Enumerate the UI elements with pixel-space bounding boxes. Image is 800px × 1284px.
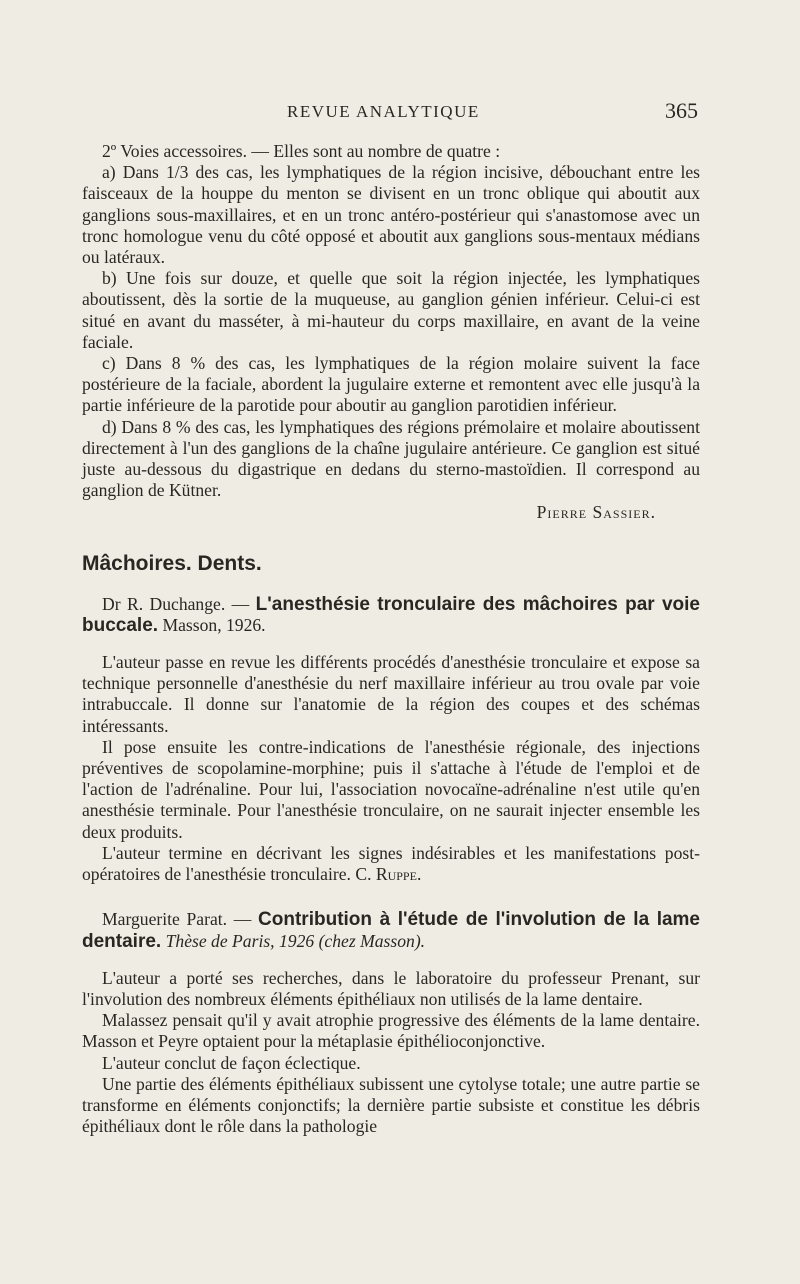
reference-author: Dr R. Duchange. bbox=[102, 593, 226, 614]
reference-source: Thèse de Paris, 1926 (chez Masson). bbox=[165, 930, 426, 951]
running-title: REVUE ANALYTIQUE bbox=[287, 102, 480, 121]
reference-duchange: Dr R. Duchange. — L'anesthésie tronculaire des mâchoires par voie buccale. Masson, 1926. bbox=[82, 593, 700, 636]
section-heading: Mâchoires. Dents. bbox=[82, 551, 262, 575]
article-content bbox=[82, 141, 700, 1137]
reference-source: Masson, 1926. bbox=[162, 614, 266, 635]
author-signature-ruppe: C. Ruppe. bbox=[355, 864, 422, 885]
paragraph-voies-accessoires: 2º Voies accessoires. — Elles sont au nombre de quatre : bbox=[102, 141, 501, 161]
paragraph-parat-2: Malassez pensait qu'il y avait atrophie progressive des éléments de la lame dentaire. Masson et Peyre optaient pour la métaplasie épithélioconjonctive. bbox=[82, 1010, 700, 1052]
reference-title: Contribution à l'étude de l'involution de la lame dentaire. bbox=[82, 909, 701, 952]
paragraph-d: d) Dans 8 % des cas, les lymphatiques des régions prémolaire et molaire aboutissent directement à l'un des ganglions de la chaîne jugulaire antérieure. Ce ganglion est situé juste au-dessous du digastrique en dedans du sterno-mastoïdien. Il correspond au ganglion de Kütner. bbox=[82, 416, 700, 501]
paragraph-parat-3: L'auteur conclut de façon éclectique. bbox=[102, 1052, 361, 1073]
paragraph-parat-4: Une partie des éléments épithéliaux subissent une cytolyse totale; une autre partie se transforme en éléments conjonctifs; la dernière partie subsiste et constitue les débris épithéliaux dont le rôle dans la pathologie bbox=[82, 1073, 700, 1137]
paragraph-anesthesie-3 bbox=[82, 843, 700, 885]
paragraph-b: b) Une fois sur douze, et quelle que soit la région injectée, les lymphatiques aboutissent, dès la sortie de la muqueuse, au ganglion génien inférieur. Celui-ci est situé en avant du masséter, à mi-hauteur du corps maxillaire, en avant de la veine faciale. bbox=[82, 268, 700, 352]
page-header bbox=[82, 98, 702, 128]
reference-author: Marguerite Parat. bbox=[102, 909, 228, 930]
author-signature-pierre-sassier: Pierre Sassier. bbox=[536, 502, 656, 523]
paragraph-anesthesie-1: L'auteur passe en revue les différents procédés d'anesthésie tronculaire et expose sa technique personnelle d'anesthésie du nerf maxillaire inférieur au trou ovale par voie intrabuccale. Il donne sur l'anatomie de la région des coupes et des schémas intéressants. bbox=[82, 652, 700, 736]
paragraph-anesthesie-3-text: L'auteur termine en décrivant les signes indésirables et les manifestations post-opératoires de l'anesthésie tronculaire. bbox=[82, 842, 700, 885]
paragraph-parat-1: L'auteur a porté ses recherches, dans le laboratoire du professeur Prenant, sur l'involution des nombreux éléments épithéliaux non utilisés de la lame dentaire. bbox=[82, 967, 700, 1009]
paragraph-c: c) Dans 8 % des cas, les lymphatiques de la région molaire suivent la face postérieure de la faciale, abordent la jugulaire externe et remontent avec elle jusqu'à la partie inférieure de la parotide pour aboutir au ganglion parotidien inférieur. bbox=[82, 353, 700, 416]
reference-parat: Marguerite Parat. — Contribution à l'étude de l'involution de la lame dentaire. Thèse de Paris, 1926 (chez Masson). bbox=[82, 909, 701, 952]
paragraph-anesthesie-2: Il pose ensuite les contre-indications de l'anesthésie régionale, des injections préventives de scopolamine-morphine; puis il s'attache à l'étude de l'emploi et de l'action de l'adrénaline. Pour lui, l'association novocaïne-adrénaline n'est utile qu'en anesthésie terminale. Pour l'anesthésie tronculaire, on ne saurait injecter ensemble les deux produits. bbox=[82, 736, 700, 842]
reference-title: L'anesthésie tronculaire des mâchoires par voie buccale. bbox=[82, 593, 700, 636]
paragraph-a: a) Dans 1/3 des cas, les lymphatiques de la région incisive, débouchant entre les faisceaux de la houppe du menton se divisent en un tronc oblique qui aboutit aux ganglions sous-maxillaires, et en un tronc antéro-postérieur qui s'anastomose avec un tronc homologue venu du côté opposé et aboutit aux ganglions sous-mentaux médians ou latéraux. bbox=[82, 162, 700, 268]
page-number: 365 bbox=[665, 98, 698, 123]
